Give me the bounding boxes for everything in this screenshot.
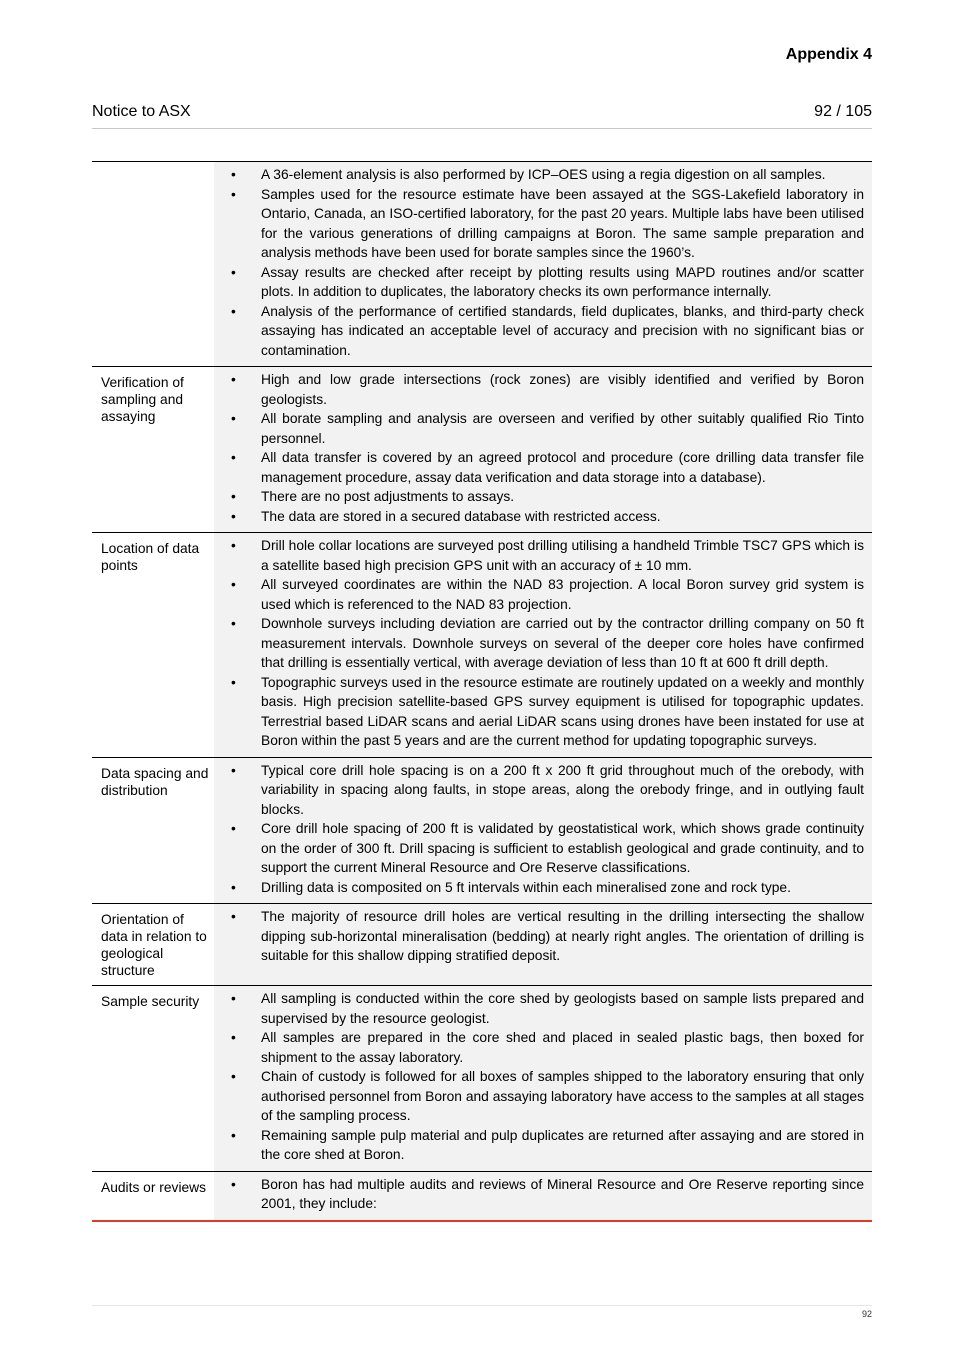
page-header bbox=[92, 102, 872, 129]
bullet-item: • All surveyed coordinates are within the NAD 83 projection. A local Boron survey grid system is used which is referenced to the NAD 83 projection. bbox=[214, 575, 864, 614]
bullet-item: • High and low grade intersections (rock zones) are visibly identified and verified by Boron geologists. bbox=[214, 370, 864, 409]
criteria-label: Audits or reviews bbox=[101, 1179, 207, 1195]
table-row bbox=[92, 904, 872, 986]
table-row bbox=[92, 1172, 872, 1222]
bullet-item: • All borate sampling and analysis are overseen and verified by other suitably qualified Rio Tinto personnel. bbox=[214, 409, 864, 448]
criteria-commentary bbox=[214, 162, 872, 366]
criteria-commentary bbox=[214, 1172, 872, 1220]
criteria-commentary bbox=[214, 758, 872, 904]
header-title: Notice to ASX bbox=[92, 103, 191, 120]
criteria-label: Orientation of data in relation to geological structure bbox=[101, 912, 207, 978]
criteria-label: Data spacing and distribution bbox=[101, 765, 209, 798]
bullet-item: • Chain of custody is followed for all boxes of samples shipped to the laboratory ensuring that only authorised personnel from Boron and assaying laboratory have access to the samples at all stages of the sampling process. bbox=[214, 1067, 864, 1126]
appendix-title: Appendix 4 bbox=[785, 46, 872, 63]
criteria-table bbox=[92, 161, 872, 1222]
bullet-list bbox=[214, 907, 864, 966]
header-page-count: 92 / 105 bbox=[814, 103, 872, 120]
bullet-list bbox=[214, 1175, 864, 1214]
criteria-commentary bbox=[214, 367, 872, 532]
bullet-item: • Typical core drill hole spacing is on a 200 ft x 200 ft grid throughout much of the orebody, with variability in spacing along faults, in stope areas, along the orebody fringe, and in outlying fault blocks. bbox=[214, 761, 864, 820]
criteria-label: Verification of sampling and assaying bbox=[101, 375, 184, 424]
bullet-list bbox=[214, 165, 864, 360]
criteria-commentary bbox=[214, 904, 872, 985]
bullet-item: • Samples used for the resource estimate have been assayed at the SGS-Lakefield laboratory in Ontario, Canada, an ISO-certified laboratory, for the past 20 years. Multiple labs have been utilised for the various generations of drilling campaigns at Boron. The same sample preparation and analysis methods have been used for borate samples since the 1960’s. bbox=[214, 185, 864, 263]
bullet-list bbox=[214, 370, 864, 526]
criteria-label bbox=[92, 162, 214, 366]
bullet-item: • All data transfer is covered by an agreed protocol and procedure (core drilling data transfer file management procedure, assay data verification and data storage into a database). bbox=[214, 448, 864, 487]
bullet-item: • Topographic surveys used in the resource estimate are routinely updated on a weekly and monthly basis. High precision satellite-based GPS survey equipment is utilised for topographic updates. Terrestrial based LiDAR scans and aerial LiDAR scans using drones have been instated for use at Boron within the past 5 years and are the current method for updating topographic surveys. bbox=[214, 673, 864, 751]
table-row bbox=[92, 162, 872, 367]
bullet-item: • The majority of resource drill holes are vertical resulting in the drilling intersecting the shallow dipping sub-horizontal mineralisation (bedding) at nearly right angles. The orientation of drilling is suitable for this shallow dipping stratified deposit. bbox=[214, 907, 864, 966]
bullet-item: • A 36-element analysis is also performed by ICP–OES using a regia digestion on all samples. bbox=[214, 165, 864, 185]
bullet-item: • Assay results are checked after receipt by plotting results using MAPD routines and/or scatter plots. In addition to duplicates, the laboratory checks its own performance internally. bbox=[214, 263, 864, 302]
table-row bbox=[92, 533, 872, 758]
criteria-commentary bbox=[214, 533, 872, 757]
bullet-item: • There are no post adjustments to assays. bbox=[214, 487, 864, 507]
page-number: 92 bbox=[861, 1309, 872, 1319]
bullet-item: • All sampling is conducted within the core shed by geologists based on sample lists prepared and supervised by the resource geologist. bbox=[214, 989, 864, 1028]
bullet-item: • Core drill hole spacing of 200 ft is validated by geostatistical work, which shows grade continuity on the order of 300 ft. Drill spacing is sufficient to establish geological and grade continuity, and to support the current Mineral Resource and Ore Reserve classifications. bbox=[214, 819, 864, 878]
table-row bbox=[92, 367, 872, 533]
footer-divider bbox=[92, 1305, 872, 1306]
criteria-commentary bbox=[214, 986, 872, 1171]
bullet-item: • Drilling data is composited on 5 ft intervals within each mineralised zone and rock type. bbox=[214, 878, 864, 898]
bullet-list bbox=[214, 989, 864, 1165]
table-row bbox=[92, 986, 872, 1172]
bullet-list bbox=[214, 761, 864, 898]
bullet-item: • Analysis of the performance of certified standards, field duplicates, blanks, and third-party check assaying has indicated an acceptable level of accuracy and precision with no significant bias or contamination. bbox=[214, 302, 864, 361]
criteria-label: Sample security bbox=[101, 994, 200, 1009]
bullet-item: • Drill hole collar locations are surveyed post drilling utilising a handheld Trimble TSC7 GPS which is a satellite based high precision GPS unit with an accuracy of ± 10 mm. bbox=[214, 536, 864, 575]
bullet-item: • Boron has had multiple audits and reviews of Mineral Resource and Ore Reserve reporting since 2001, they include: bbox=[214, 1175, 864, 1214]
criteria-label: Location of data points bbox=[101, 541, 200, 573]
table-row bbox=[92, 758, 872, 905]
bullet-item: • The data are stored in a secured database with restricted access. bbox=[214, 507, 864, 527]
bullet-list bbox=[214, 536, 864, 751]
bullet-item: • Downhole surveys including deviation are carried out by the contractor drilling company on 50 ft measurement intervals. Downhole surveys on several of the deeper core holes have confirmed that drilling is essentially vertical, with average deviation of less than 10 ft at 600 ft drill depth. bbox=[214, 614, 864, 673]
bullet-item: • Remaining sample pulp material and pulp duplicates are returned after assaying and are stored in the core shed at Boron. bbox=[214, 1126, 864, 1165]
bullet-item: • All samples are prepared in the core shed and placed in sealed plastic bags, then boxed for shipment to the assay laboratory. bbox=[214, 1028, 864, 1067]
